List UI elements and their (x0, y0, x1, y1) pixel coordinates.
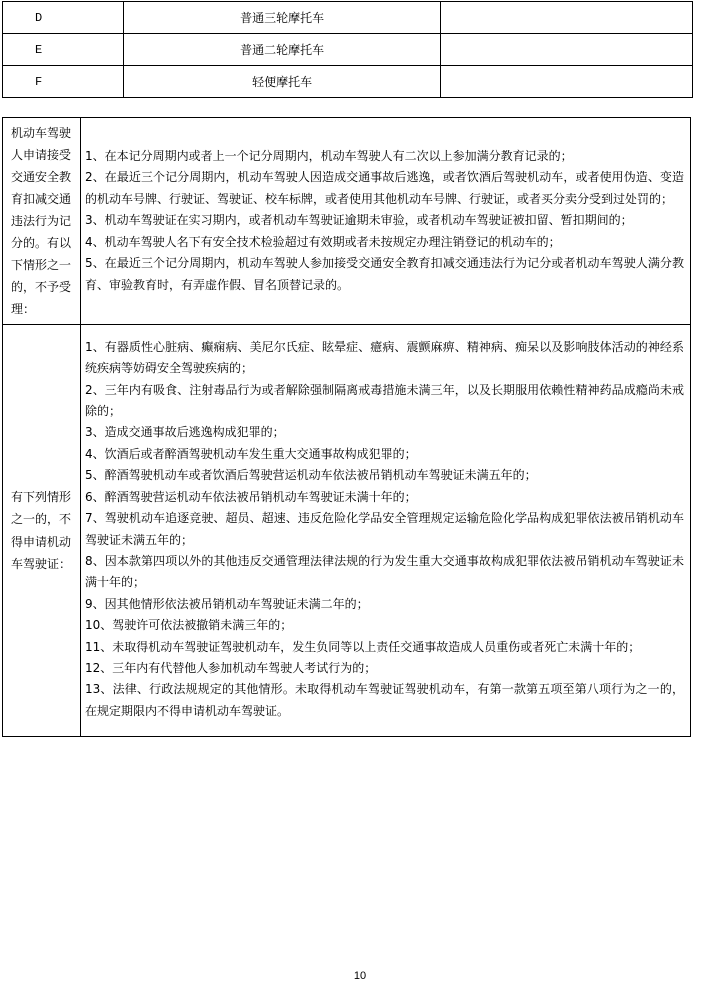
list-item: 4、机动车驾驶人名下有安全技术检验超过有效期或者未按规定办理注销登记的机动车的； (85, 234, 561, 249)
list-item: 13、法律、行政法规规定的其他情形。未取得机动车驾驶证驾驶机动车，有第一款第五项至第八项行为之一的，在规定期限内不得申请机动车驾驶证。 (85, 682, 684, 718)
section-heading: 机动车驾驶人申请接受交通安全教育扣减交通违法行为记分的。有以下情形之一的，不予受理： (3, 118, 81, 325)
note-cell (441, 66, 693, 98)
note-cell (441, 34, 693, 66)
list-item: 1、在本记分周期内或者上一个记分周期内，机动车驾驶人有二次以上参加满分教育记录的； (85, 149, 573, 164)
list-item: 10、驾驶许可依法被撤销未满三年的； (85, 618, 293, 633)
table-row (3, 118, 691, 325)
list-item: 4、饮酒后或者醉酒驾驶机动车发生重大交通事故构成犯罪的； (85, 446, 417, 461)
section-heading: 有下列情形之一的，不得申请机动车驾驶证： (3, 325, 81, 737)
note-cell (441, 2, 693, 34)
list-item: 6、醉酒驾驶营运机动车依法被吊销机动车驾驶证未满十年的； (85, 489, 417, 504)
class-code-cell: E (3, 34, 124, 66)
vehicle-type-cell: 轻便摩托车 (123, 66, 440, 98)
section-body (81, 118, 691, 325)
class-code-cell: F (3, 66, 124, 98)
list-item: 7、驾驶机动车追逐竞驶、超员、超速、违反危险化学品安全管理规定运输危险化学品构成犯罪依法被吊销机动车驾驶证未满五年的； (85, 511, 684, 547)
list-item: 9、因其他情形依法被吊销机动车驾驶证未满二年的； (85, 596, 369, 611)
list-item: 3、造成交通事故后逃逸构成犯罪的； (85, 425, 285, 440)
list-item: 3、机动车驾驶证在实习期内，或者机动车驾驶证逾期未审验，或者机动车驾驶证被扣留、暂扣期间的； (85, 213, 633, 228)
vehicle-type-cell: 普通三轮摩托车 (123, 2, 440, 34)
list-item: 8、因本款第四项以外的其他违反交通管理法律法规的行为发生重大交通事故构成犯罪依法被吊销机动车驾驶证未满十年的； (85, 553, 684, 590)
table-row (3, 66, 693, 98)
page-number: 10 (353, 970, 367, 982)
table-row (3, 325, 691, 737)
list-item: 1、有器质性心脏病、癫痫病、美尼尔氏症、眩晕症、癔病、震颤麻痹、精神病、痴呆以及影响肢体活动的神经系统疾病等妨碍安全驾驶疾病的； (85, 339, 684, 376)
list-item: 12、三年内有代替他人参加机动车驾驶人考试行为的； (85, 660, 377, 675)
rules-table (2, 117, 691, 737)
table-row (3, 34, 693, 66)
list-item: 2、三年内有吸食、注射毒品行为或者解除强制隔离戒毒措施未满三年，以及长期服用依赖性精神药品成瘾尚未戒除的； (85, 382, 684, 419)
table-row (3, 2, 693, 34)
list-item: 5、醉酒驾驶机动车或者饮酒后驾驶营运机动车依法被吊销机动车驾驶证未满五年的； (85, 468, 537, 483)
list-item: 11、未取得机动车驾驶证驾驶机动车，发生负同等以上责任交通事故造成人员重伤或者死亡未满十年的； (85, 639, 641, 654)
license-class-table (2, 1, 693, 98)
class-code-cell: D (3, 2, 124, 34)
section-body (81, 325, 691, 737)
vehicle-type-cell: 普通二轮摩托车 (123, 34, 440, 66)
list-item: 5、在最近三个记分周期内，机动车驾驶人参加接受交通安全教育扣减交通违法行为记分或者机动车驾驶人满分教育、审验教育时，有弄虚作假、冒名顶替记录的。 (85, 256, 684, 292)
list-item: 2、在最近三个记分周期内，机动车驾驶人因造成交通事故后逃逸，或者饮酒后驾驶机动车，或者使用伪造、变造的机动车号牌、行驶证、驾驶证、校车标牌，或者使用其他机动车号牌、行驶证，或者买分卖分受到过处罚的； (85, 170, 684, 206)
